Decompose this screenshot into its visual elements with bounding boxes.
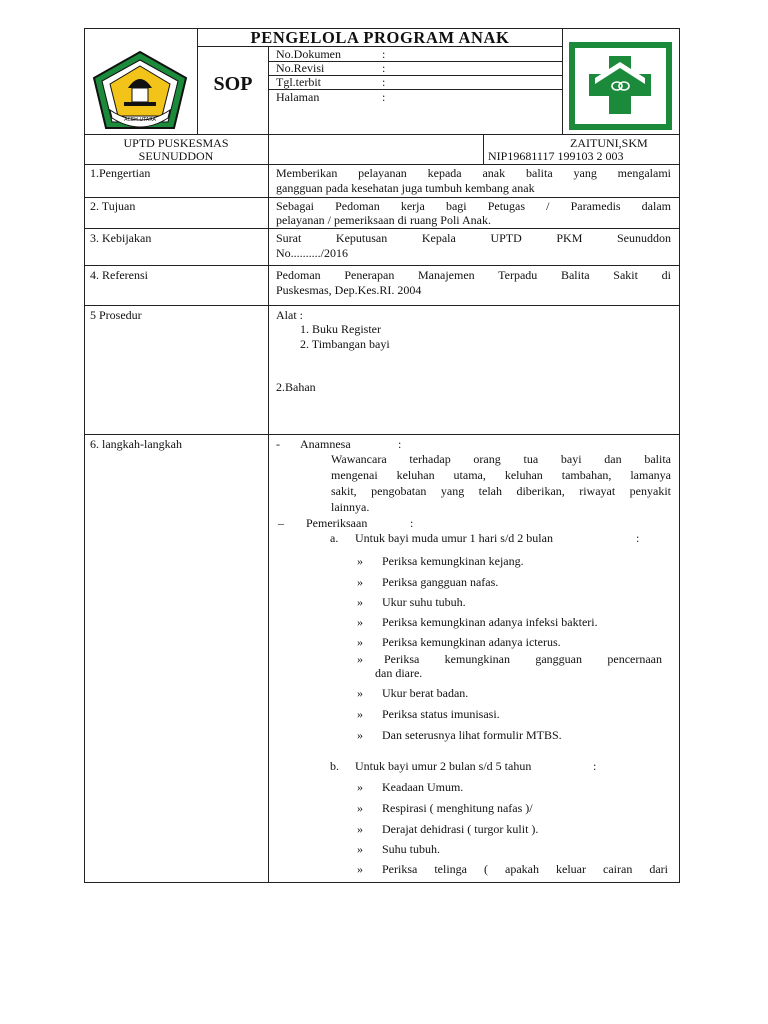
sop-label: SOP: [213, 73, 253, 95]
org-row-bottom: [84, 164, 680, 165]
bullet-icon: »: [357, 780, 363, 794]
prosedur-label: 5 Prosedur: [90, 308, 142, 322]
sub-a-item: Periksa kemungkinan adanya icterus.: [382, 635, 561, 649]
bullet-icon: »: [357, 615, 363, 629]
pengertian-line2: gangguan pada kesehatan juga tumbuh kembang anak: [276, 181, 535, 195]
row-line-prosedur: [84, 434, 680, 435]
bullet-icon: »: [357, 652, 363, 666]
sub-a-item: Periksa kemungkinan kejang.: [382, 554, 524, 568]
sub-a-item: Periksa gangguan nafas.: [382, 575, 499, 589]
sub-a-item: Periksa status imunisasi.: [382, 707, 500, 721]
referensi-line2: Puskesmas, Dep.Kes.RI. 2004: [276, 283, 422, 297]
anamnesa-label: Anamnesa: [300, 437, 351, 451]
meta-terbit-label: Tgl.terbit: [276, 75, 321, 89]
sub-a-item: Ukur suhu tubuh.: [382, 595, 466, 609]
header-divider-sop: [268, 46, 269, 134]
org-divider-1: [268, 134, 269, 883]
aceh-utara-logo: [88, 48, 192, 132]
sub-b-item: Suhu tubuh.: [382, 842, 441, 856]
anamnesa-colon: :: [398, 437, 402, 451]
bullet-icon: »: [357, 822, 363, 836]
sub-a-colon: :: [636, 531, 640, 545]
meta-halaman-colon: :: [382, 90, 386, 104]
meta-dokumen-label: No.Dokumen: [276, 47, 341, 61]
document-title: PENGELOLA PROGRAM ANAK: [250, 28, 510, 47]
kebijakan-line2: No........../2016: [276, 246, 348, 260]
bullet-icon: »: [357, 554, 363, 568]
sub-b-item: Keadaan Umum.: [382, 780, 464, 794]
bullet-icon: »: [357, 595, 363, 609]
pengertian-line1: Memberikan pelayanan kepada anak balita yang mengalami: [276, 166, 671, 180]
anamnesa-dash: -: [276, 437, 280, 451]
row-line-kebijakan: [84, 265, 680, 266]
meta-revisi-colon: :: [382, 61, 386, 75]
referensi-label: 4. Referensi: [90, 268, 148, 282]
kebijakan-label: 3. Kebijakan: [90, 231, 152, 245]
referensi-line1: Pedoman Penerapan Manajemen Terpadu Balita Sakit di: [276, 268, 671, 282]
alat-item: 1. Buku Register: [300, 322, 381, 336]
bullet-icon: »: [357, 801, 363, 815]
sub-a-item: Periksa kemungkinan adanya infeksi bakteri.: [382, 615, 598, 629]
sub-a-item: Periksa kemungkinan gangguan pencernaan: [384, 652, 662, 666]
anamnesa-text-line: Wawancara terhadap orang tua bayi dan balita: [331, 452, 671, 466]
signer-name: ZAITUNI,SKM: [570, 136, 648, 150]
tujuan-label: 2. Tujuan: [90, 199, 136, 213]
svg-text:ACEH UTARA: ACEH UTARA: [124, 117, 156, 123]
meta-terbit-colon: :: [382, 75, 386, 89]
sub-a-item: Dan seterusnya lihat formulir MTBS.: [382, 728, 562, 742]
alat-item: 2. Timbangan bayi: [300, 337, 390, 351]
tujuan-line1: Sebagai Pedoman kerja bagi Petugas / Paramedis dalam: [276, 199, 671, 213]
bullet-icon: »: [357, 728, 363, 742]
bullet-icon: »: [357, 862, 363, 876]
anamnesa-text-line: mengenai keluhan utama, keluhan tambahan, lamanya: [331, 468, 671, 482]
sub-b-label: Untuk bayi umur 2 bulan s/d 5 tahun: [355, 759, 532, 773]
health-cross-icon: [567, 40, 674, 132]
signer-nip: NIP19681117 199103 2 003: [488, 149, 624, 163]
org-name-line2: SEUNUDDON: [138, 149, 214, 163]
langkah-label: 6. langkah-langkah: [90, 437, 182, 451]
sub-a-label: Untuk bayi muda umur 1 hari s/d 2 bulan: [355, 531, 553, 545]
row-line-tujuan: [84, 228, 680, 229]
header-divider-right-logo: [562, 28, 563, 134]
pemeriksaan-colon: :: [410, 516, 414, 530]
sub-b-item: Periksa telinga ( apakah keluar cairan dari: [382, 862, 668, 876]
pemeriksaan-dash: –: [278, 516, 284, 530]
row-line-pengertian: [84, 197, 680, 198]
pemeriksaan-label: Pemeriksaan: [306, 516, 368, 530]
sub-b-colon: :: [593, 759, 597, 773]
bullet-icon: »: [357, 707, 363, 721]
anamnesa-text-line: lainnya.: [331, 500, 370, 514]
kebijakan-line1: Surat Keputusan Kepala UPTD PKM Seunuddon: [276, 231, 671, 245]
sub-a-letter: a.: [330, 531, 339, 545]
tujuan-line2: pelayanan / pemeriksaan di ruang Poli Anak.: [276, 213, 491, 227]
puskesmas-logo: [567, 40, 674, 132]
meta-revisi-label: No.Revisi: [276, 61, 325, 75]
bullet-icon: »: [357, 842, 363, 856]
sub-a-item: Ukur berat badan.: [382, 686, 469, 700]
org-divider-2: [483, 134, 484, 164]
alat-label: Alat :: [276, 308, 303, 322]
bullet-icon: »: [357, 575, 363, 589]
sub-b-item: Respirasi ( menghitung nafas )/: [382, 801, 533, 815]
anamnesa-text-line: sakit, pengobatan yang telah diberikan, riwayat penyakit: [331, 484, 671, 498]
row-line-referensi: [84, 305, 680, 306]
meta-halaman-label: Halaman: [276, 90, 320, 104]
sub-b-item: Derajat dehidrasi ( turgor kulit ).: [382, 822, 539, 836]
bullet-icon: »: [357, 635, 363, 649]
sub-a-item-continued: dan diare.: [375, 666, 423, 680]
pengertian-label: 1.Pengertian: [90, 166, 151, 180]
bullet-icon: »: [357, 686, 363, 700]
header-bottom-line: [84, 134, 680, 135]
bahan-label: 2.Bahan: [276, 380, 316, 394]
sub-b-letter: b.: [330, 759, 339, 773]
aceh-utara-emblem-icon: [88, 48, 192, 132]
meta-dokumen-colon: :: [382, 47, 386, 61]
org-name-line1: UPTD PUSKESMAS: [123, 136, 229, 150]
